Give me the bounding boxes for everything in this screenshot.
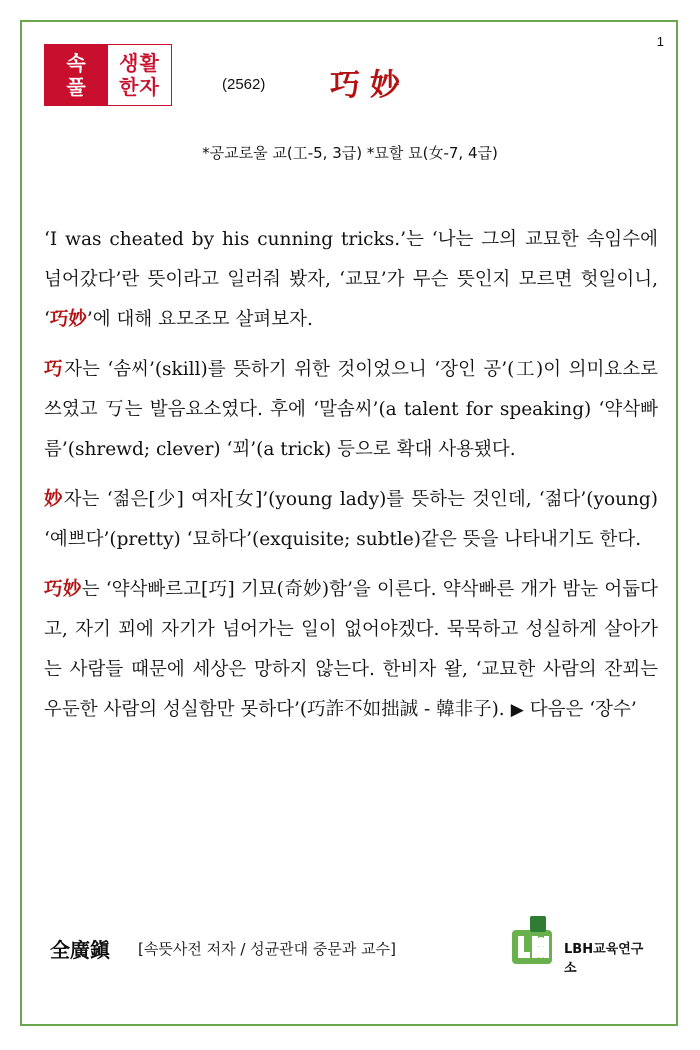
logo-right-line1: 생활 [119, 51, 160, 75]
paragraph-second-char [44, 480, 658, 560]
institute-name: LBH교육연구소 [564, 942, 644, 976]
page-number: 1 [656, 34, 664, 49]
paragraph-text: 자는 ‘솜씨’(skill)를 뜻하기 위한 것이었으니 ‘장인 공’(工)이 의미요소로 쓰였고 丂는 발음요소였다. 후에 ‘말솜씨’(a talent for speaking) ‘약삭빠름’(shrewd; clever) ‘꾀’(a trick) 등으로 확대 사용됐다. [44, 359, 658, 460]
highlight-hanja: 巧妙 [44, 579, 82, 600]
author-name: 全廣鎭 [50, 938, 110, 962]
highlight-hanja: 巧妙 [49, 309, 87, 330]
next-arrow-icon: ▶ [510, 700, 524, 720]
lbh-logo-icon [510, 916, 556, 968]
entry-number: (2562) [222, 76, 266, 93]
logo-left-line1: 속 [66, 51, 87, 75]
highlight-hanja: 妙 [44, 489, 64, 510]
column-logo [44, 44, 172, 106]
paragraph-conclusion [44, 570, 658, 730]
paragraph-text-after: ’에 대해 요모조모 살펴보자. [86, 309, 313, 330]
next-preview: 다음은 ‘장수’ [529, 699, 637, 720]
article-body [44, 220, 658, 740]
highlight-hanja: 巧 [44, 359, 65, 380]
paragraph-intro [44, 220, 658, 340]
logo-left-panel [45, 45, 108, 105]
page-title: 巧妙 [330, 68, 410, 103]
logo-right-line2: 한자 [119, 75, 160, 99]
paragraph-first-char [44, 350, 658, 470]
logo-left-line2: 풀 [66, 75, 87, 99]
character-definitions: *공교로울 교(工-5, 3급) *묘할 묘(女-7, 4급) [202, 144, 498, 162]
footer [50, 928, 650, 976]
paragraph-text: 는 ‘약삭빠르고[巧] 기묘(奇妙)함’을 이른다. 약삭빠른 개가 밤눈 어둡다고, 자기 꾀에 자기가 넘어가는 일이 없어야겠다. 묵묵하고 성실하게 살아가는 사람들 때문에 세상은 망하지 않는다. 한비자 왈, ‘교묘한 사람의 잔꾀는 우둔한 사람의 성실함만 못하다’(巧詐不如拙誠 - 韓非子). [44, 579, 658, 720]
paragraph-text: ‘I was cheated by his cunning tricks.’는 ‘나는 그의 교묘한 속임수에 넘어갔다’란 뜻이라고 일러줘 봤자, ‘교묘’가 무슨 뜻인지 모르면 헛일이니, ‘ [44, 229, 658, 330]
author-affiliation: [속뜻사전 저자 / 성균관대 중문과 교수] [138, 940, 396, 958]
paragraph-text: 자는 ‘젊은[少] 여자[女]’(young lady)를 뜻하는 것인데, ‘젊다’(young) ‘예쁘다’(pretty) ‘묘하다’(exquisite; subtle)같은 뜻을 나타내기도 한다. [44, 489, 658, 550]
logo-right-panel [108, 45, 171, 105]
